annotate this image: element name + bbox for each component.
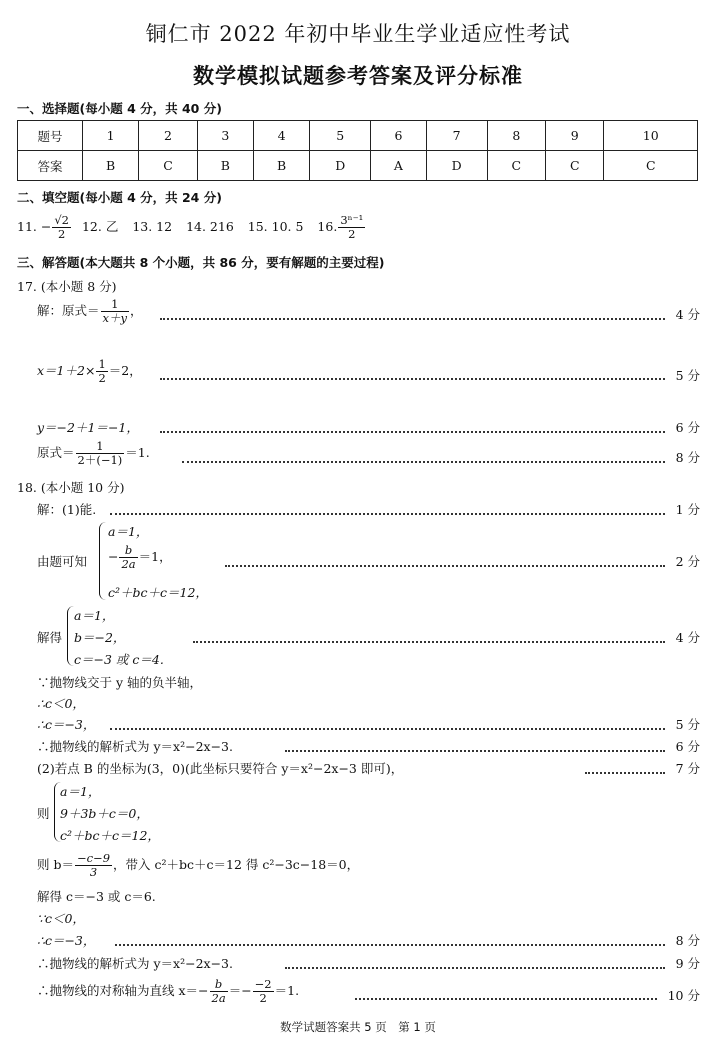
fraction: $\frac{\text{3ⁿ⁻¹}}{2}$ <box>340 213 364 241</box>
q18-system-2-label: 解得 <box>37 630 63 645</box>
dot-leader <box>225 565 665 567</box>
score-label: 6 分 <box>675 420 700 435</box>
score-label: 6 分 <box>675 739 700 754</box>
q17-line-2: x＝1＋2× $\frac{1}{2}$ ＝2， <box>37 357 142 385</box>
q18-system-1-label: 由题可知 <box>37 554 88 569</box>
dot-leader <box>285 967 665 969</box>
dot-leader <box>355 998 657 1000</box>
answer-table <box>17 120 698 181</box>
score-label: 10 分 <box>667 988 700 1003</box>
fraction: $\frac{-2}{2}$ <box>254 977 272 1005</box>
q18-line-4: ∵抛物线交于 y 轴的负半轴， <box>37 675 203 690</box>
score-label: 5 分 <box>675 717 700 732</box>
q18-system-2-eq-c: c＝−3 或 c＝4. <box>74 652 164 667</box>
dot-leader <box>115 944 665 946</box>
dot-leader <box>110 728 665 730</box>
table-cell: D <box>426 151 487 181</box>
q17-line-4: 原式＝ $\frac{1}{2+(-1)}$ ＝1. <box>37 439 150 467</box>
q18-line-13: ∴c＝−3， <box>37 933 96 948</box>
page-footer: 数学试题答案共 5 页 第 1 页 <box>280 1020 436 1034</box>
section-3-heading: 三、解答题(本大题共 8 个小题，共 86 分，要有解题的主要过程) <box>17 255 385 270</box>
table-cell: 5 <box>310 121 371 151</box>
fill-answer-14: 14. 216 <box>186 219 234 234</box>
title-line-1: 铜仁市 2022 年初中毕业生学业适应性考试 <box>145 22 571 46</box>
table-cell: 9 <box>546 121 604 151</box>
q18-heading: 18. (本小题 10 分) <box>17 480 125 495</box>
q18-line-14: ∴抛物线的解析式为 y＝x²−2x−3. <box>37 956 233 971</box>
section-1-heading: 一、选择题(每小题 4 分，共 40 分) <box>17 101 222 116</box>
table-cell: 10 <box>604 121 698 151</box>
table-cell: D <box>310 151 371 181</box>
q18-system-2-eq-a: a＝1， <box>74 608 115 623</box>
fraction: $\frac{b}{2a}$ <box>121 543 136 571</box>
fill-answer-15: 15. 10. 5 <box>247 219 304 234</box>
score-label: 4 分 <box>675 630 700 645</box>
left-brace <box>99 522 106 600</box>
score-label: 9 分 <box>675 956 700 971</box>
table-cell: C <box>487 151 545 181</box>
table-cell: C <box>139 151 197 181</box>
q18-line-12: ∵c＜0， <box>37 911 85 926</box>
table-cell: C <box>546 151 604 181</box>
fill-answer-12: 12. 乙 <box>81 219 119 234</box>
fill-answer-16: 16. <box>317 219 338 234</box>
dot-leader <box>160 378 665 380</box>
fill-answers <box>17 214 366 241</box>
table-cell: 1 <box>83 121 139 151</box>
score-label: 8 分 <box>675 450 700 465</box>
table-cell: 6 <box>371 121 426 151</box>
q18-line-15: ∴抛物线的对称轴为直线 x＝− $\frac{b}{2a}$ ＝− $\frac{-2}{2}$ ＝1. <box>37 977 300 1005</box>
q18-line-7: ∴抛物线的解析式为 y＝x²−2x−3. <box>37 739 233 754</box>
q18-system-1-eq-b: − $\frac{b}{2a}$ ＝1， <box>108 543 172 571</box>
section-2-heading: 二、填空题(每小题 4 分，共 24 分) <box>17 190 222 205</box>
q18-line-11: 解得 c＝−3 或 c＝6. <box>37 889 156 904</box>
left-brace <box>67 606 74 666</box>
table-row-answers <box>18 151 698 181</box>
table-cell: C <box>604 151 698 181</box>
q18-system-1-eq-a: a＝1， <box>108 524 149 539</box>
q18-line-8: (2)若点 B 的坐标为(3，0)(此坐标只要符合 y＝x²−2x−3 即可)， <box>37 761 404 776</box>
score-label: 4 分 <box>675 307 700 322</box>
table-cell: 7 <box>426 121 487 151</box>
dot-leader <box>285 750 665 752</box>
q18-system-3-eq-b: 9＋3b＋c＝0， <box>60 806 149 821</box>
table-header-cell: 题号 <box>18 121 83 151</box>
q17-heading: 17. (本小题 8 分) <box>17 279 117 294</box>
table-cell: B <box>254 151 310 181</box>
table-cell: B <box>83 151 139 181</box>
q18-system-3-label: 则 <box>37 806 50 821</box>
q18-line-6: ∴c＝−3， <box>37 717 96 732</box>
q17-line-1: 解：原式＝ $\frac{1}{x+y}$ ， <box>37 297 143 325</box>
fill-answer-13: 13. 12 <box>132 219 173 234</box>
fraction: $\frac{1}{x+y}$ <box>102 297 127 325</box>
q18-system-3-eq-a: a＝1， <box>60 784 101 799</box>
q17-line-3: y＝−2＋1＝−1， <box>37 420 139 435</box>
dot-leader <box>182 461 665 463</box>
score-label: 1 分 <box>675 502 700 517</box>
fraction: $\frac{1}{2+(-1)}$ <box>77 439 123 467</box>
table-row-numbers <box>18 121 698 151</box>
table-cell: 2 <box>139 121 197 151</box>
score-label: 5 分 <box>675 368 700 383</box>
dot-leader <box>110 513 665 515</box>
table-header-cell: 答案 <box>18 151 83 181</box>
score-label: 7 分 <box>675 761 700 776</box>
q18-system-3-eq-c: c²＋bc＋c＝12， <box>60 828 160 843</box>
table-cell: 4 <box>254 121 310 151</box>
table-cell: B <box>197 151 253 181</box>
fraction: $\frac{-c-9}{3}$ <box>76 851 111 879</box>
table-cell: 8 <box>487 121 545 151</box>
dot-leader <box>585 772 665 774</box>
q18-system-2-eq-b: b＝−2， <box>74 630 126 645</box>
dot-leader <box>160 318 665 320</box>
dot-leader <box>160 431 665 433</box>
table-cell: A <box>371 151 426 181</box>
q18-line-1: 解：(1)能. <box>37 502 97 517</box>
dot-leader <box>193 641 665 643</box>
fraction: $\frac{√2}{2}$ <box>54 213 69 241</box>
q18-line-10: 则 b＝ $\frac{-c-9}{3}$ ，带入 c²＋bc＋c＝12 得 c²−3c−18＝0， <box>37 851 360 879</box>
q18-system-1-eq-c: c²＋bc＋c＝12， <box>108 585 208 600</box>
title-line-2: 数学模拟试题参考答案及评分标准 <box>193 63 523 88</box>
fraction: $\frac{b}{2a}$ <box>211 977 226 1005</box>
table-cell: 3 <box>197 121 253 151</box>
fill-answer-11: 11. − <box>17 219 52 234</box>
q18-line-5: ∴c＜0， <box>37 696 85 711</box>
fraction: $\frac{1}{2}$ <box>98 357 106 385</box>
score-label: 2 分 <box>675 554 700 569</box>
score-label: 8 分 <box>675 933 700 948</box>
